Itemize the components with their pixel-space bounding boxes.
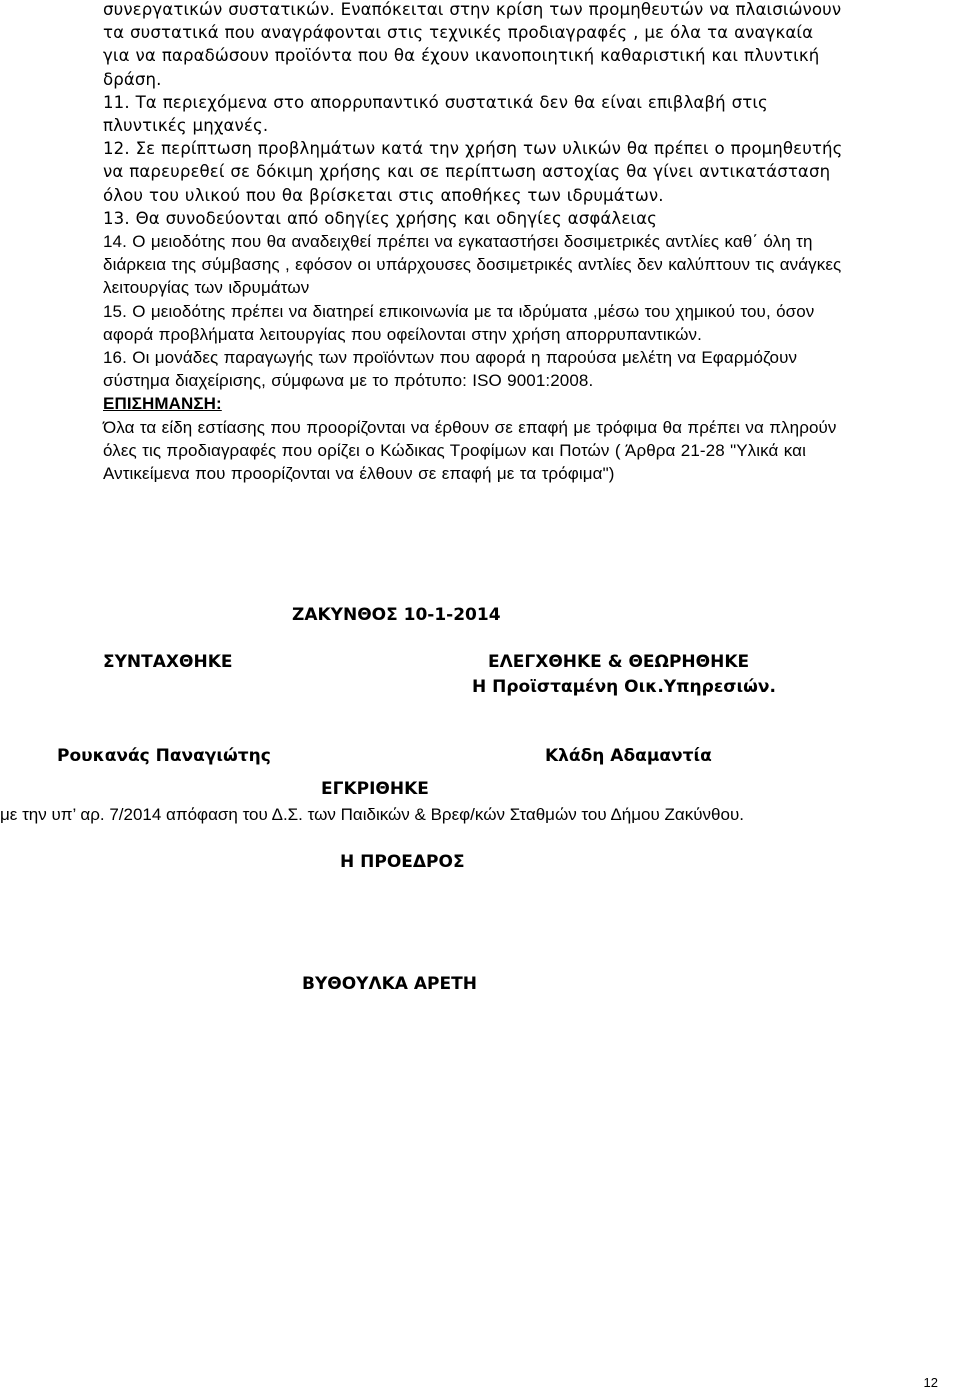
- notice-text: Όλα τα είδη εστίασης που προορίζονται να έρθουν σε επαφή με τρόφιμα θα πρέπει να πληρούν όλες τις προδιαγραφές που ορίζει ο Κώδικας Τροφίμων και Ποτών ( Άρθρα 21-28 "Υλικά και Αντικείμενα που προορίζονται να έλθουν σε επαφή με τα τρόφιμα"): [103, 417, 837, 484]
- president-name: ΒΥΘΟΥΛΚΑ ΑΡΕΤΗ: [302, 974, 477, 994]
- notice-title: ΕΠΙΣΗΜΑΝΣΗ:: [103, 394, 222, 414]
- composed-label: ΣΥΝΤΑΧΘΗΚΕ: [103, 652, 233, 672]
- checker-name: Κλάδη Αδαμαντία: [545, 746, 712, 766]
- composer-name: Ρουκανάς Παναγιώτης: [57, 746, 271, 766]
- paragraph-16: 16. Οι μονάδες παραγωγής των προϊόντων που αφορά η παρούσα μελέτη να Εφαρμόζουν σύστημα διαχείρισης, σύμφωνα με το πρότυπο: ISO 9001:2008.: [103, 348, 798, 391]
- checked-label: ΕΛΕΓΧΘΗΚΕ & ΘΕΩΡΗΘΗΚΕ: [488, 652, 750, 672]
- checked-role: Η Προϊσταμένη Οικ.Υπηρεσιών.: [472, 677, 776, 697]
- president-label: Η ΠΡΟΕΔΡΟΣ: [340, 852, 465, 872]
- approved-label: ΕΓΚΡΙΘΗΚΕ: [321, 779, 429, 799]
- approval-text: με την υπ’ αρ. 7/2014 απόφαση του Δ.Σ. των Παιδικών & Βρεφ/κών Σταθμών του Δήμου Ζακύνθου.: [0, 805, 744, 824]
- place-date: ΖΑΚΥΝΘΟΣ 10-1-2014: [292, 605, 501, 625]
- paragraph-intro: συνεργατικών συστατικών. Εναπόκειται στην κρίση των προμηθευτών να πλαισιώνουν τα συστατικά που αναγράφονται στις τεχνικές προδιαγραφές , με όλα τα αναγκαία για να παραδώσουν προϊόντα που θα έχουν ικανοποιητική καθαριστική και πλυντική δράση.: [103, 0, 842, 89]
- paragraph-12: 12. Σε περίπτωση προβλημάτων κατά την χρήση των υλικών θα πρέπει ο προμηθευτής να παρευρεθεί σε δόκιμη χρήσης και σε περίπτωση αστοχίας θα γίνει αντικατάσταση όλου του υλικού που θα βρίσκεται στις αποθήκες των ιδρυμάτων.: [103, 139, 843, 205]
- paragraph-11: 11. Τα περιεχόμενα στο απορρυπαντικό συστατικά δεν θα είναι επιβλαβή στις πλυντικές μηχανές.: [103, 92, 768, 136]
- specification-text: [103, 0, 843, 485]
- page-number: 12: [923, 1375, 938, 1390]
- paragraph-14: 14. Ο μειοδότης που θα αναδειχθεί πρέπει να εγκαταστήσει δοσιμετρικές αντλίες καθ΄ όλη τη διάρκεια της σύμβασης , εφόσον οι υπάρχουσες δοσιμετρικές αντλίες δεν καλύπτουν τις ανάγκες λειτουργίας των ιδρυμάτων: [103, 232, 842, 298]
- paragraph-15: 15. Ο μειοδότης πρέπει να διατηρεί επικοινωνία με τα ιδρύματα ,μέσω του χημικού του, όσον αφορά προβλήματα λειτουργίας που οφείλονται στην χρήση απορρυπαντικών.: [103, 301, 815, 344]
- paragraph-13: 13. Θα συνοδεύονται από οδηγίες χρήσης και οδηγίες ασφάλειας: [103, 208, 657, 228]
